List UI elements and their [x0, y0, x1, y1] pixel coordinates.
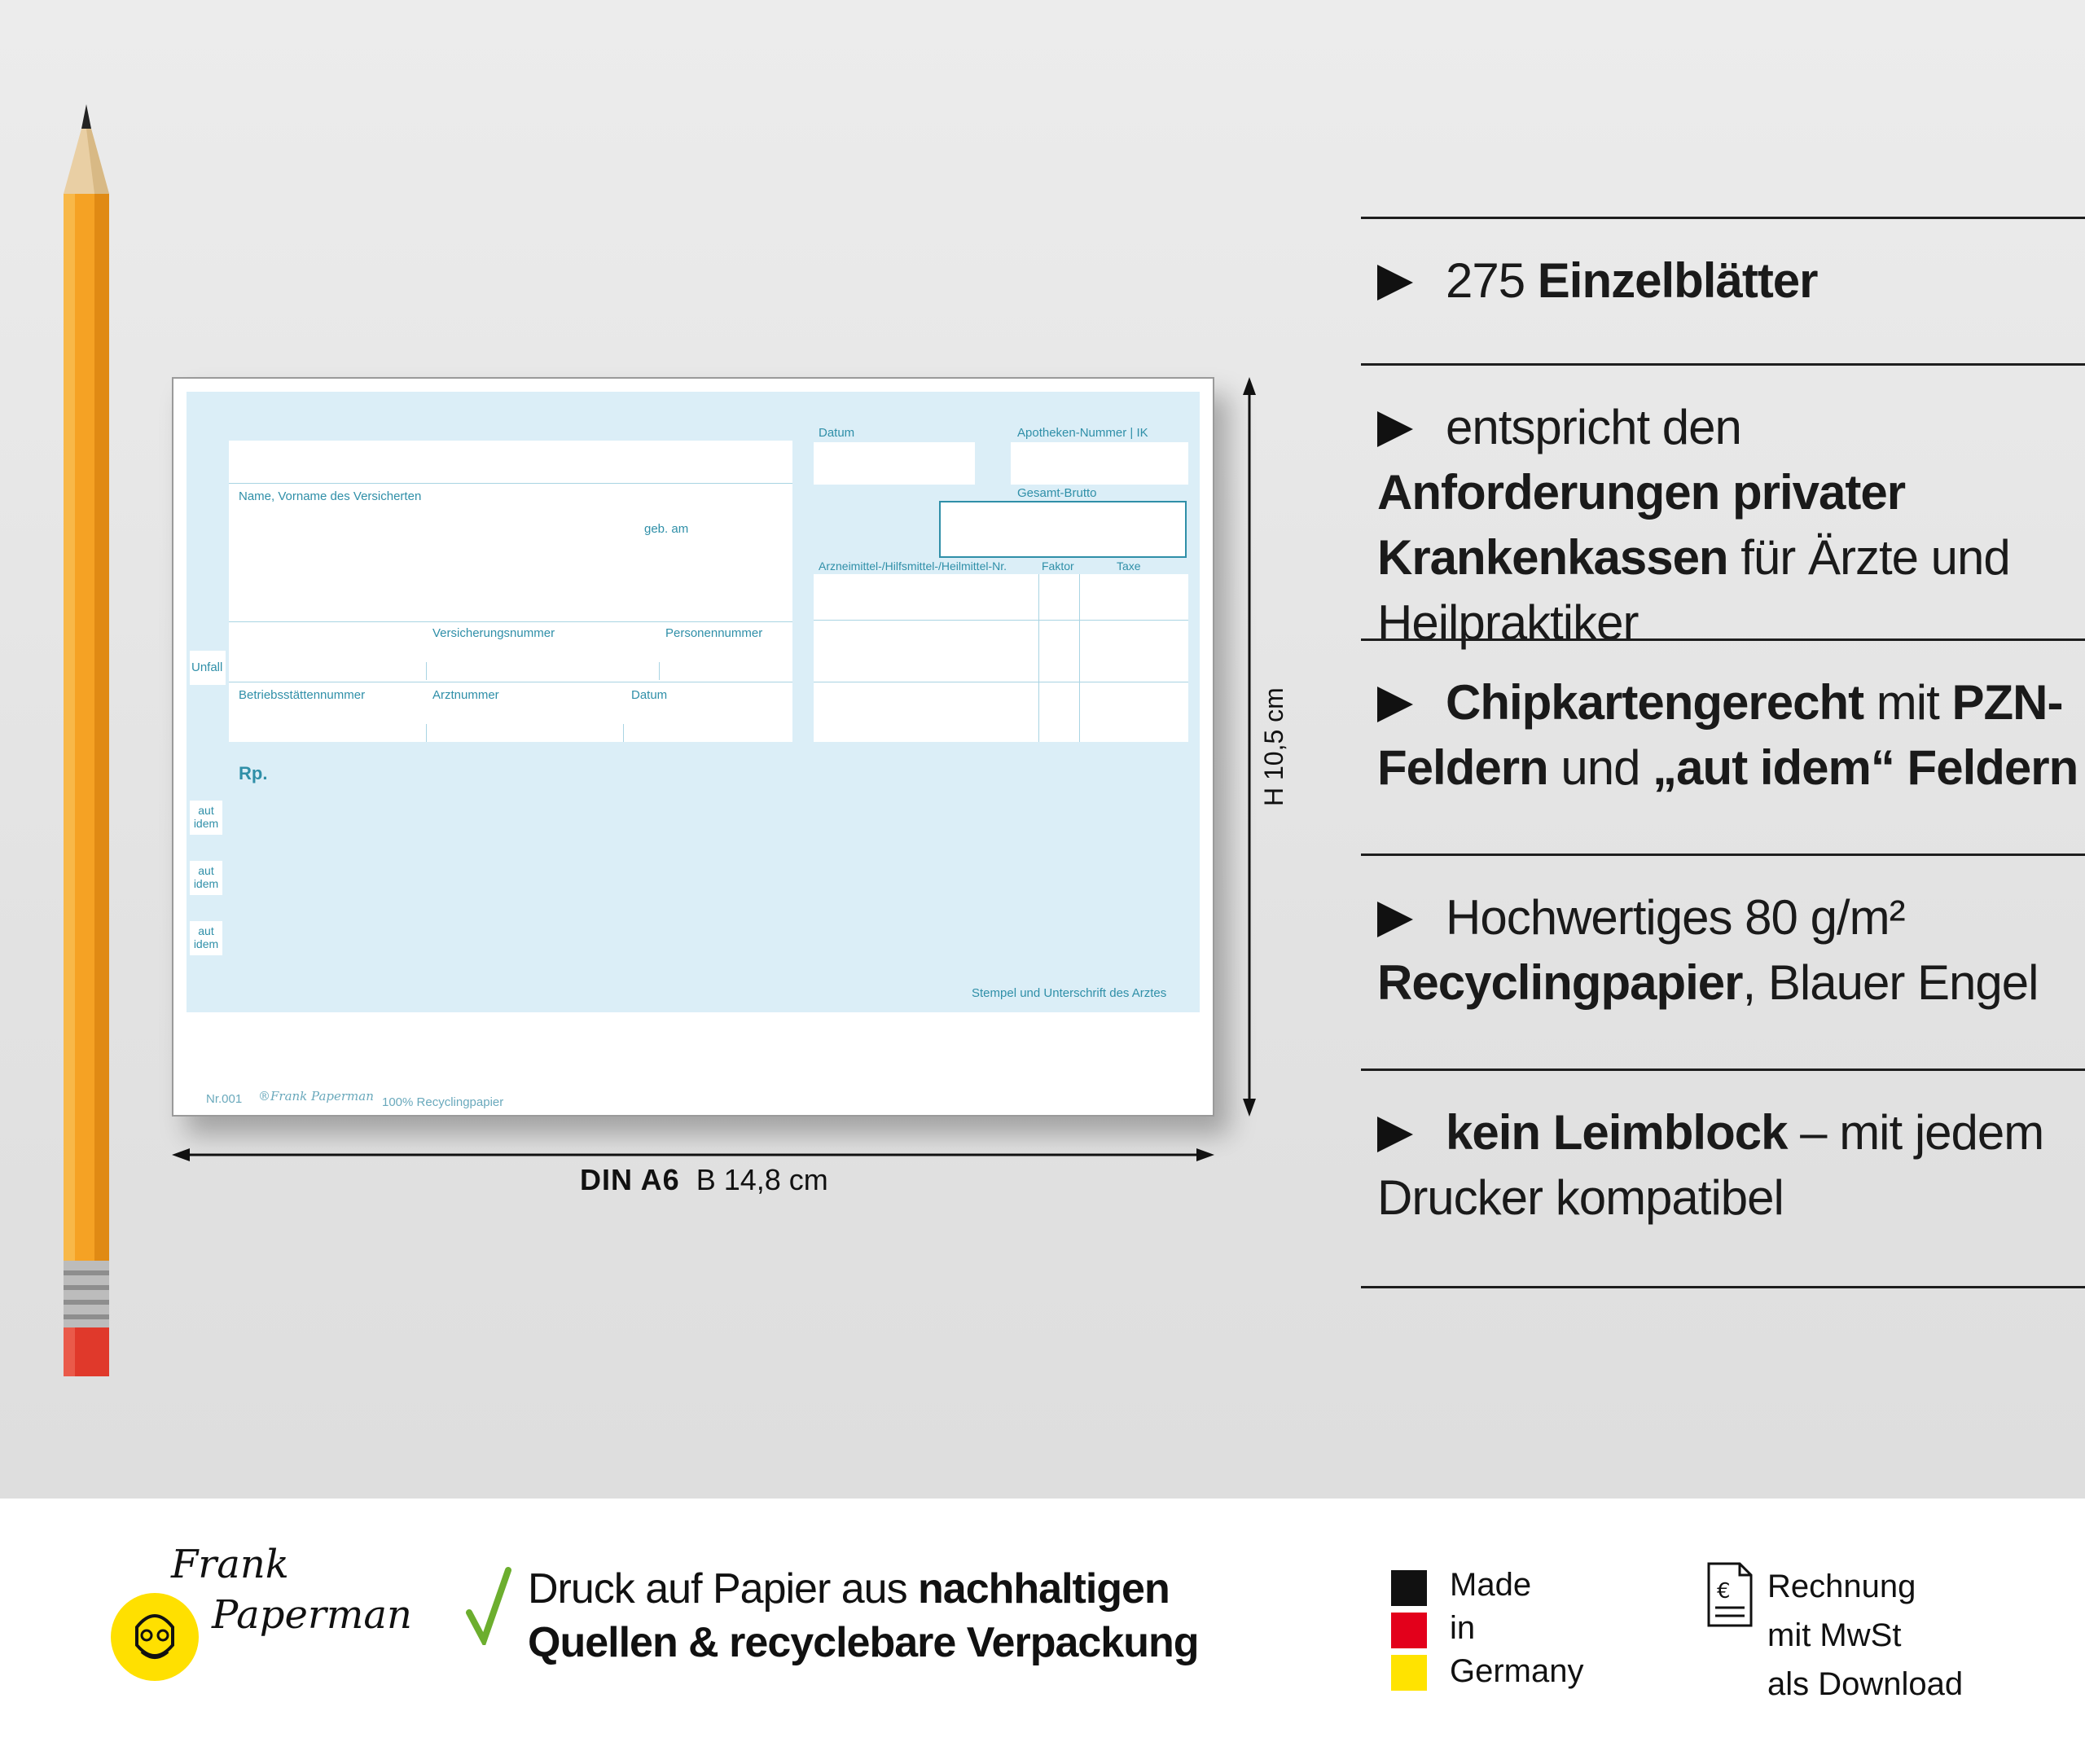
feature-item: Hochwertiges 80 g/m² Recyclingpapier, Blauer Engel	[1361, 853, 2085, 1068]
field-apotheken	[1011, 442, 1188, 485]
label-taxe: Taxe	[1117, 559, 1141, 573]
pencil-icon	[62, 104, 111, 1415]
label-rp: Rp.	[239, 763, 268, 783]
play-arrow-icon	[1377, 902, 1413, 937]
label-gesamt: Gesamt-Brutto	[1017, 486, 1097, 500]
pzn-block	[814, 574, 1188, 742]
feature-item: kein Leimblock – mit jedem Drucker kompatibel	[1361, 1068, 2085, 1288]
prescription-card	[172, 377, 1214, 1117]
label-unfall: Unfall	[191, 660, 223, 674]
label-versicherung: Versicherungsnummer	[432, 626, 555, 640]
label-arzt: Arztnummer	[432, 688, 499, 702]
width-dimension-label: DIN A6 B 14,8 cm	[580, 1163, 828, 1196]
label-name: Name, Vorname des Versicherten	[239, 489, 422, 503]
footer-nr: Nr.001	[206, 1092, 243, 1106]
made-in-germany-text: Made in Germany	[1450, 1567, 1584, 1689]
gesamt-brutto-box	[939, 501, 1187, 558]
aut-idem-box: aut idem	[190, 861, 222, 895]
height-dimension-label: H 10,5 cm	[1259, 687, 1288, 806]
brand-wordmark: Frank Paperman	[171, 1542, 412, 1638]
pencil-illustration	[62, 104, 111, 1415]
play-arrow-icon	[1377, 265, 1413, 301]
feature-item: 275 Einzelblätter	[1361, 217, 2085, 363]
label-personen: Personennummer	[665, 626, 763, 640]
invoice-text: Rechnung mit MwSt als Download	[1767, 1569, 1964, 1702]
footer-recycling: 100% Recyclingpapier	[382, 1095, 504, 1109]
width-arrow-icon	[172, 1147, 1214, 1163]
sustainability-text: Druck auf Papier aus nachhaltigen Quellen & recyclebare Verpackung	[528, 1565, 1199, 1666]
feature-item: Chipkartengerecht mit PZN-Feldern und „aut idem“ Feldern	[1361, 638, 2085, 853]
label-datum-bottom: Datum	[631, 688, 668, 702]
germany-flag-icon	[1391, 1570, 1427, 1697]
label-stempel: Stempel und Unterschrift des Arztes	[972, 986, 1167, 1000]
label-apotheken: Apotheken-Nummer | IK	[1017, 426, 1148, 440]
label-datum: Datum	[819, 426, 855, 440]
invoice-document-icon	[1705, 1562, 1754, 1627]
height-arrow-icon	[1241, 377, 1258, 1117]
label-betrieb: Betriebsstättennummer	[239, 688, 366, 702]
svg-text:€: €	[1717, 1579, 1731, 1604]
play-arrow-icon	[1377, 411, 1413, 447]
footer-brand: ®Frank Paperman	[258, 1089, 374, 1104]
play-arrow-icon	[1377, 1117, 1413, 1152]
checkmark-icon	[466, 1567, 511, 1645]
feature-list	[1361, 217, 2085, 1288]
feature-item: entspricht den Anforderungen privater Krankenkassen für Ärzte und Heilpraktiker	[1361, 363, 2085, 638]
field-datum-top	[814, 442, 975, 485]
info-bar	[0, 1499, 2085, 1764]
aut-idem-box: aut idem	[190, 801, 222, 835]
brand-logo	[106, 1539, 412, 1718]
label-faktor: Faktor	[1042, 559, 1074, 573]
play-arrow-icon	[1377, 687, 1413, 722]
label-geb: geb. am	[644, 522, 689, 536]
aut-idem-box: aut idem	[190, 921, 222, 955]
label-arznei: Arzneimittel-/Hilfsmittel-/Heilmittel-Nr.	[819, 559, 1007, 573]
